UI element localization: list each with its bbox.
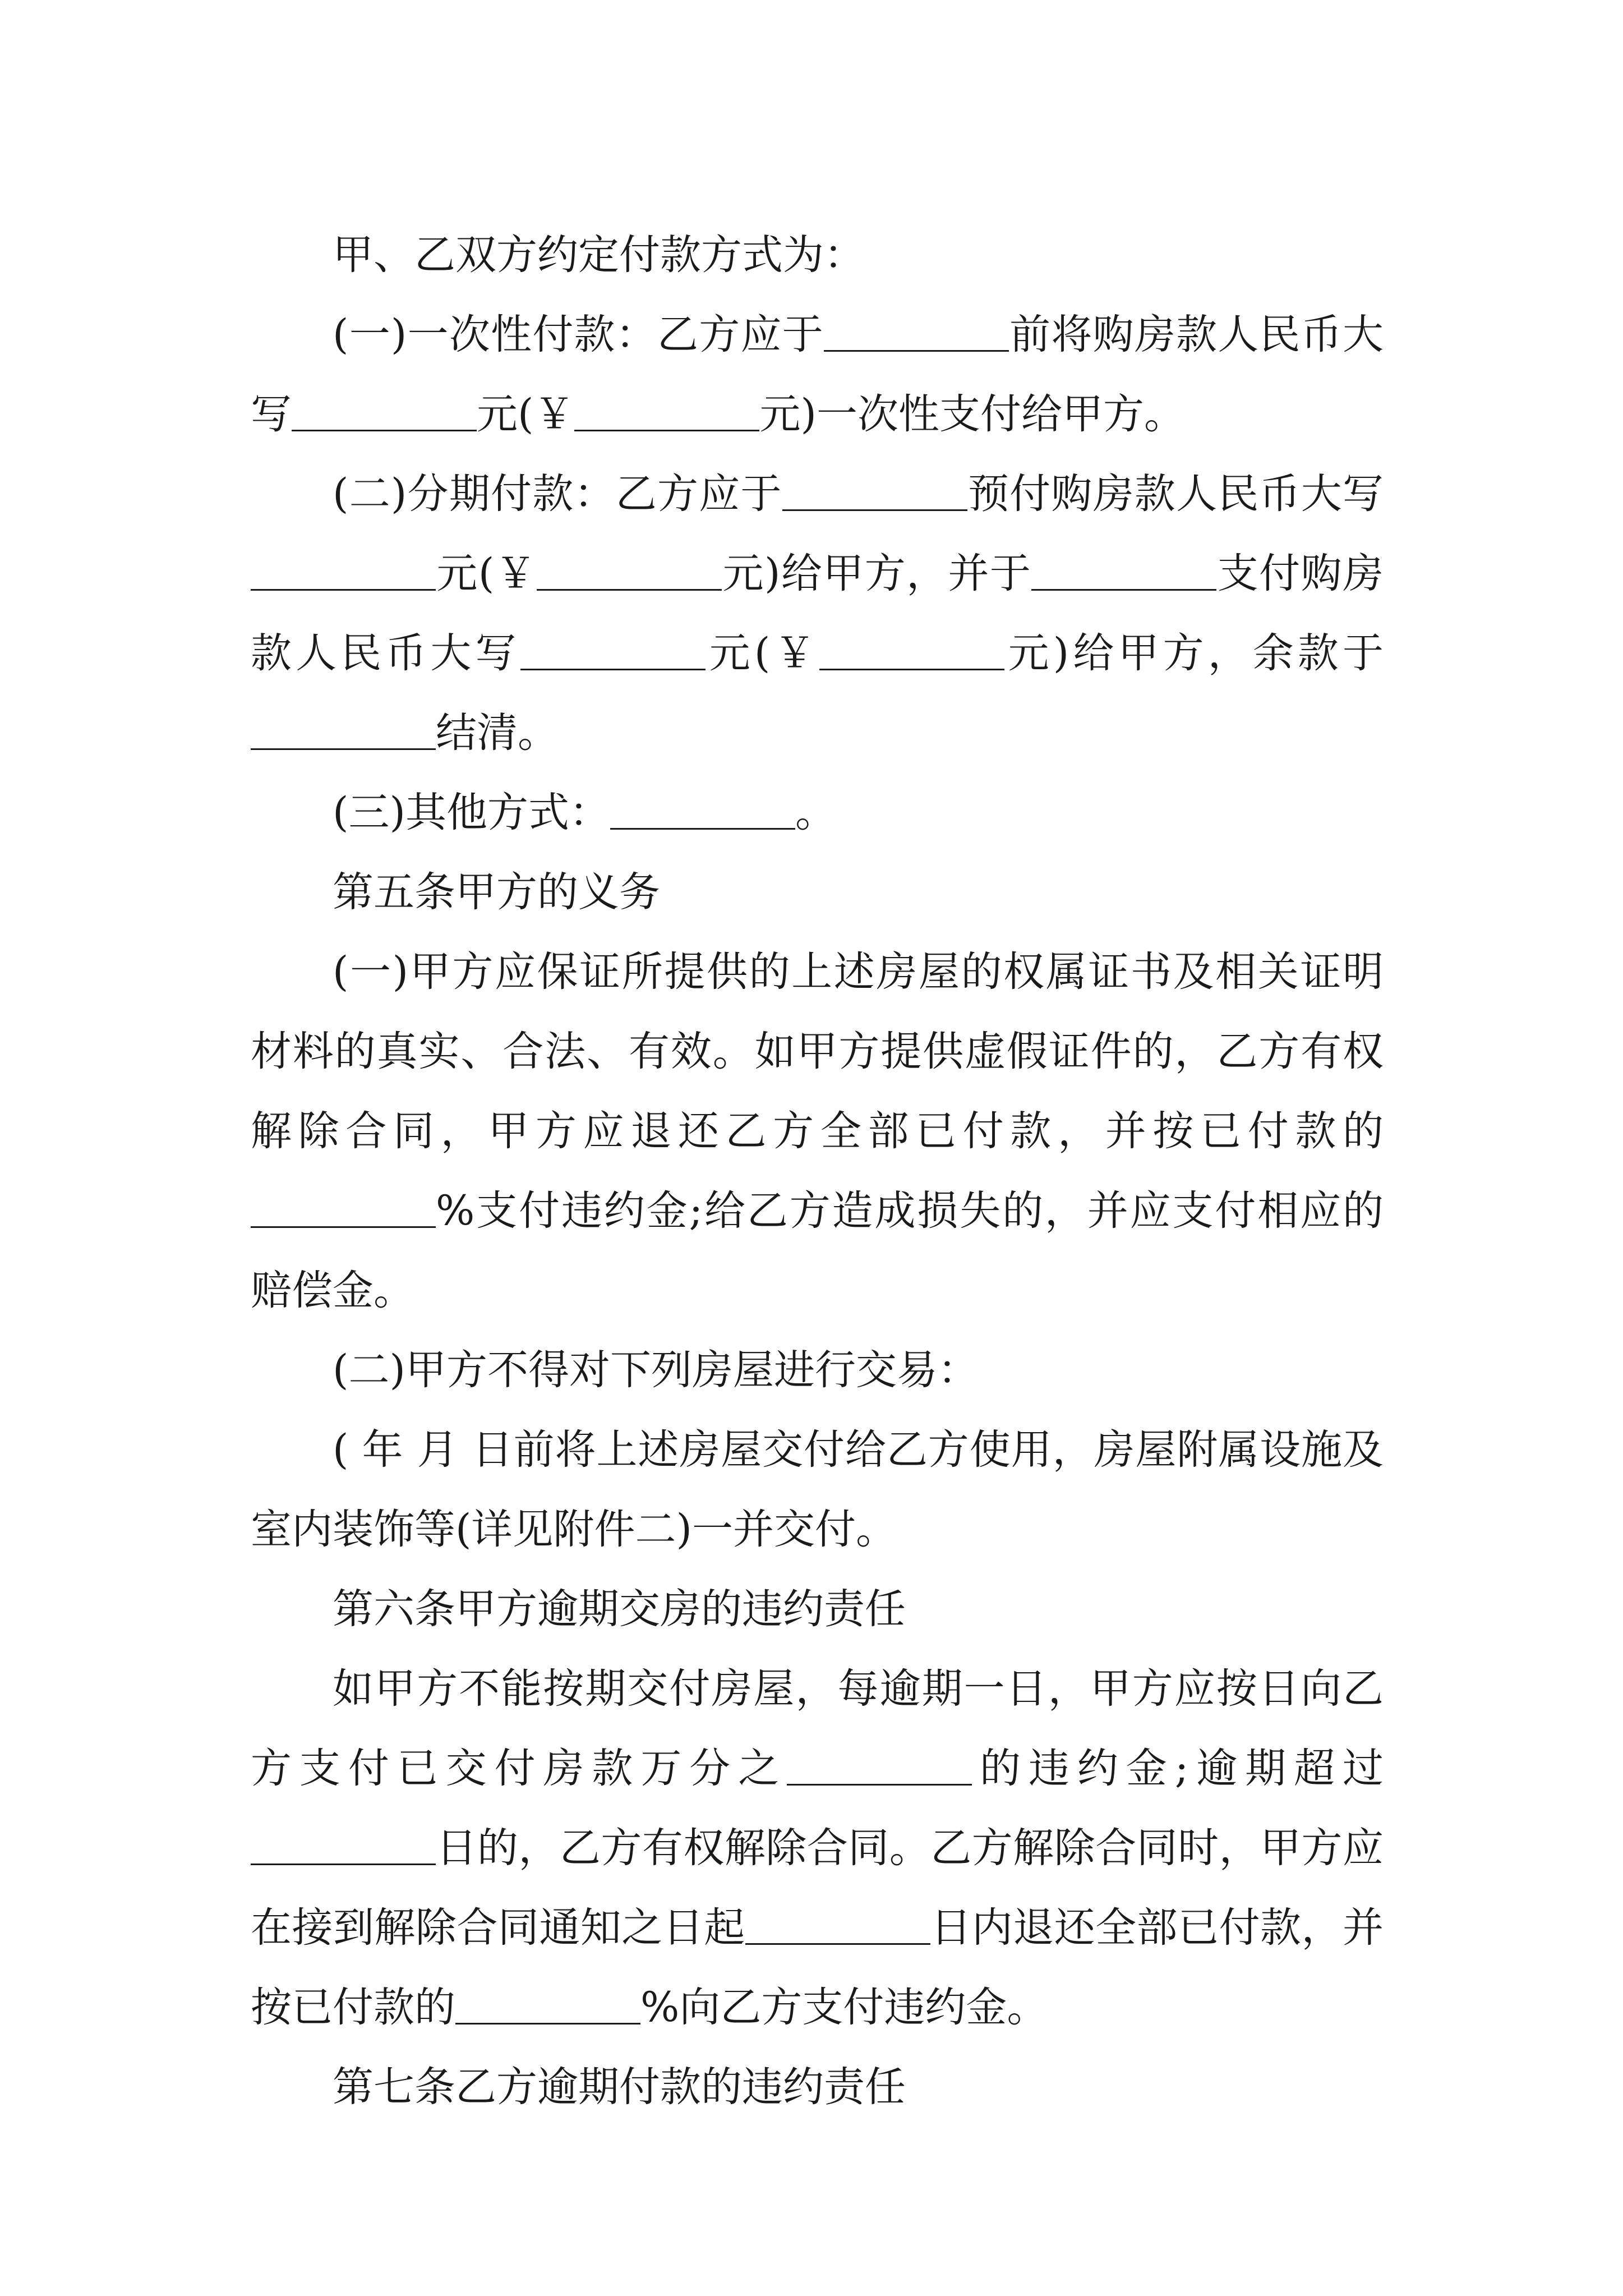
text-segment: 前将购房款人民币大写	[251, 311, 1384, 438]
text-segment: 元)一次性支付给甲方。	[759, 390, 1185, 438]
fill-in-blank	[610, 794, 795, 830]
heading-text: 第五条甲方的义务	[333, 868, 660, 916]
paragraph-payment-intro	[251, 215, 1384, 295]
text-segment: (二)分期付款：乙方应于	[333, 470, 782, 518]
text-segment: 的违约金;逾期超过	[972, 1745, 1384, 1792]
fill-in-blank	[251, 555, 436, 591]
fill-in-blank	[520, 635, 706, 670]
text-segment: 预付购房款人民币大写	[967, 470, 1384, 518]
text-segment: 甲、乙双方约定付款方式为：	[333, 231, 865, 279]
paragraph-lump-sum	[251, 295, 1384, 454]
fill-in-blank	[251, 1830, 436, 1865]
text-segment: (二)甲方不得对下列房屋进行交易：	[333, 1346, 979, 1394]
heading-article-5	[251, 853, 1384, 932]
text-segment: 结清。	[436, 709, 559, 757]
fill-in-blank	[251, 715, 436, 750]
paragraph-late-delivery	[251, 1649, 1384, 2047]
fill-in-blank	[574, 396, 759, 431]
text-segment: 支付购房款人民币大写	[251, 550, 1384, 677]
text-segment: %向乙方支付违约金。	[640, 1984, 1048, 2031]
fill-in-blank	[292, 396, 477, 431]
text-segment: %支付违约金;给乙方造成损失的，并应支付相应的赔偿金。	[251, 1187, 1384, 1314]
text-segment: 日内退还全部已付款，并按已付款的	[251, 1904, 1384, 2031]
text-segment: 元(￥	[705, 629, 819, 677]
text-segment: (三)其他方式：	[333, 789, 610, 836]
heading-article-7	[251, 2047, 1384, 2127]
text-segment: 元)给甲方，余款于	[1004, 629, 1384, 677]
contract-body	[251, 215, 1384, 2127]
text-segment: 日的，乙方有权解除合同。乙方解除合同时，甲方应在接到解除合同通知之日起	[251, 1824, 1384, 1952]
paragraph-installment	[251, 454, 1384, 773]
fill-in-blank	[537, 555, 722, 591]
fill-in-blank	[455, 1989, 640, 2024]
paragraph-other-method	[251, 773, 1384, 853]
paragraph-transaction-restriction	[251, 1331, 1384, 1410]
paragraph-seller-warranty	[251, 932, 1384, 1331]
paragraph-delivery-date	[251, 1410, 1384, 1570]
fill-in-blank	[787, 1750, 972, 1786]
fill-in-blank	[251, 1193, 436, 1228]
heading-text: 第六条甲方逾期交房的违约责任	[333, 1585, 906, 1633]
text-segment: 元)给甲方，并于	[722, 550, 1032, 597]
text-segment: (一)甲方应保证所提供的上述房屋的权属证书及相关证明材料的真实、合法、有效。如甲方提供虚假证件的，乙方有权解除合同，甲方应退还乙方全部已付款，并按已付款的	[251, 948, 1384, 1155]
text-segment: (一)一次性付款：乙方应于	[333, 311, 824, 358]
text-segment: 如甲方不能按期交付房屋，每逾期一日，甲方应按日向乙方支付已交付房款万分之	[251, 1665, 1384, 1792]
fill-in-blank	[824, 316, 1009, 352]
fill-in-blank	[782, 476, 967, 511]
text-segment: 元(￥	[436, 550, 537, 597]
text-segment: 元(￥	[477, 390, 575, 438]
heading-text: 第七条乙方逾期付款的违约责任	[333, 2063, 906, 2111]
fill-in-blank	[745, 1910, 930, 1945]
text-segment: 。	[795, 789, 836, 836]
fill-in-blank	[819, 635, 1004, 670]
heading-article-6	[251, 1570, 1384, 1649]
text-segment: ( 年 月 日前将上述房屋交付给乙方使用，房屋附属设施及室内装饰等(详见附件二)一并交付。	[251, 1426, 1384, 1553]
fill-in-blank	[1031, 555, 1216, 591]
